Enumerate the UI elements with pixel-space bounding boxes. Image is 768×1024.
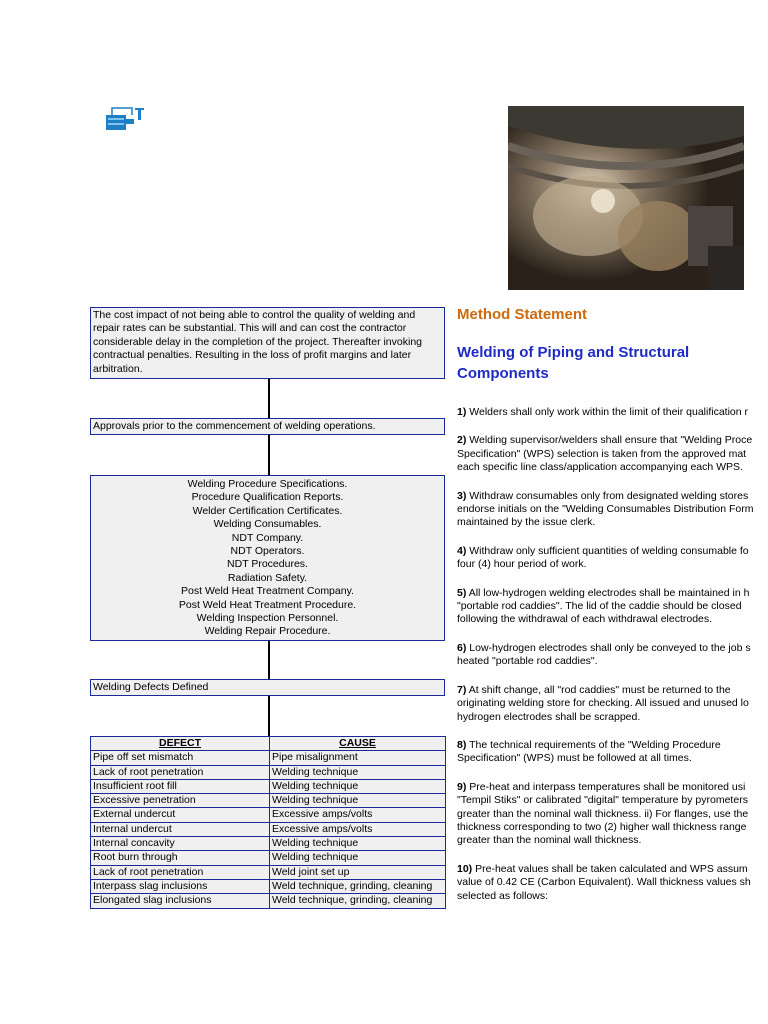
method-item-text: Low-hydrogen electrodes shall only be conveyed to the job s heated "portable rod caddies".	[457, 641, 751, 668]
table-row	[91, 851, 446, 865]
approval-item: Welding Consumables.	[213, 518, 322, 531]
defect-cell: Pipe off set mismatch	[91, 751, 270, 765]
cause-cell: Excessive amps/volts	[270, 808, 446, 822]
method-item	[457, 863, 768, 903]
connector-line	[268, 696, 270, 736]
connector-line	[268, 435, 270, 475]
table-header-row	[91, 737, 446, 751]
cause-cell: Weld technique, grinding, cleaning	[270, 894, 446, 908]
method-item-number: 7)	[457, 683, 467, 696]
table-row	[91, 808, 446, 822]
method-item	[457, 434, 768, 474]
method-item-text: The technical requirements of the "Welding Procedure Specification" (WPS) must be followed at all times.	[457, 738, 721, 765]
defect-cell: Internal concavity	[91, 837, 270, 851]
method-item-text: Pre-heat and interpass temperatures shall be monitored usi "Tempil Stiks" or calibrated "digital" temperature by pyrometers greater than the nominal wall thickness. ii) For flanges, use the thickness corresponding to two (2) higher wall thickness range greater than the nominal wall thickness.	[457, 780, 749, 847]
table-row	[91, 879, 446, 893]
approval-item: Procedure Qualification Reports.	[191, 491, 344, 504]
approvals-list-box	[90, 475, 445, 641]
table-row	[91, 779, 446, 793]
defect-cell: Root burn through	[91, 851, 270, 865]
method-statement-label: Method Statement	[457, 306, 588, 323]
approval-item: Welding Inspection Personnel.	[196, 612, 339, 625]
defect-header: DEFECT	[91, 737, 270, 751]
cause-cell: Pipe misalignment	[270, 751, 446, 765]
defect-cell: Lack of root penetration	[91, 865, 270, 879]
method-item-number: 3)	[457, 489, 467, 502]
defect-cell: Internal undercut	[91, 822, 270, 836]
method-item	[457, 642, 768, 669]
table-row	[91, 894, 446, 908]
cause-cell: Excessive amps/volts	[270, 822, 446, 836]
defect-cell: External undercut	[91, 808, 270, 822]
approval-item: Welder Certification Certificates.	[192, 504, 343, 517]
approval-item: Post Weld Heat Treatment Company.	[181, 585, 354, 598]
company-logo-icon	[104, 104, 152, 134]
approval-item: Welding Repair Procedure.	[204, 625, 331, 638]
table-row	[91, 822, 446, 836]
approval-item: Radiation Safety.	[227, 571, 308, 584]
method-item	[457, 739, 768, 766]
welding-photo	[508, 106, 744, 290]
table-row	[91, 765, 446, 779]
method-item-number: 10)	[457, 862, 473, 875]
method-item-number: 1)	[457, 406, 467, 418]
cause-cell: Welding technique	[270, 765, 446, 779]
method-item-text: Withdraw consumables only from designated welding stores endorse initials on the "Welding Consumables Distribution Form maintained by the issue clerk.	[457, 489, 754, 529]
method-item-number: 8)	[457, 738, 467, 751]
defect-cell: Elongated slag inclusions	[91, 894, 270, 908]
defects-table	[90, 736, 446, 909]
method-item-text: Welders shall only work within the limit of their qualification r	[469, 406, 749, 418]
table-row	[91, 837, 446, 851]
defects-defined-box: Welding Defects Defined	[90, 679, 445, 696]
method-item-text: Withdraw only sufficient quantities of welding consumable fo four (4) hour period of work.	[457, 544, 749, 571]
method-item-text: All low-hydrogen welding electrodes shall be maintained in h "portable rod caddies". The lid of the caddie should be closed following the withdrawal of each withdrawal electrodes.	[457, 586, 750, 626]
approval-item: Post Weld Heat Treatment Procedure.	[178, 598, 357, 611]
cause-header: CAUSE	[270, 737, 446, 751]
approval-item: NDT Procedures.	[227, 558, 308, 571]
table-row	[91, 751, 446, 765]
method-item-text: Welding supervisor/welders shall ensure that "Welding Proce Specification" (WPS) selection is taken from the approved mat each specific line class/application accompanying each WPS.	[457, 434, 753, 474]
approvals-box: Approvals prior to the commencement of welding operations.	[90, 418, 445, 435]
method-item	[457, 587, 768, 627]
method-item	[457, 490, 768, 530]
cause-cell: Weld technique, grinding, cleaning	[270, 879, 446, 893]
cause-cell: Welding technique	[270, 837, 446, 851]
defect-cell: Insufficient root fill	[91, 779, 270, 793]
connector-line	[268, 641, 270, 679]
method-item-number: 4)	[457, 544, 467, 557]
defect-cell: Lack of root penetration	[91, 765, 270, 779]
method-statement-items	[457, 406, 768, 903]
method-item-number: 5)	[457, 586, 467, 599]
defect-cell: Interpass slag inclusions	[91, 879, 270, 893]
approval-item: Welding Procedure Specifications.	[187, 478, 348, 490]
approval-item: NDT Company.	[231, 531, 304, 544]
method-item-text: Pre-heat values shall be taken calculated and WPS assum value of 0.42 CE (Carbon Equivalent). Wall thickness values sh selected as follows:	[457, 862, 751, 902]
method-item	[457, 545, 768, 572]
method-item	[457, 406, 768, 419]
approval-item: NDT Operators.	[230, 545, 305, 558]
cause-cell: Welding technique	[270, 851, 446, 865]
method-statement	[457, 300, 768, 903]
method-item	[457, 684, 768, 724]
cause-cell: Welding technique	[270, 794, 446, 808]
table-row	[91, 794, 446, 808]
cost-impact-box: The cost impact of not being able to control the quality of welding and repair rates can be substantial. This will and can cost the contractor considerable delay in the completion of the project. Thereafter invoking contractual penalties. Resulting in the loss of profit margins and later arbitration.	[90, 307, 445, 379]
method-item-number: 9)	[457, 780, 467, 793]
table-row	[91, 865, 446, 879]
method-item	[457, 781, 768, 848]
method-item-number: 6)	[457, 641, 467, 654]
method-item-text: At shift change, all "rod caddies" must be returned to the originating welding store for checking. All issued and unused lo hydrogen electrodes shall be scrapped.	[457, 683, 749, 723]
defect-cell: Excessive penetration	[91, 794, 270, 808]
method-statement-title: Welding of Piping and Structural Components	[457, 344, 690, 382]
cause-cell: Weld joint set up	[270, 865, 446, 879]
method-item-number: 2)	[457, 434, 467, 447]
cause-cell: Welding technique	[270, 779, 446, 793]
connector-line	[268, 379, 270, 418]
